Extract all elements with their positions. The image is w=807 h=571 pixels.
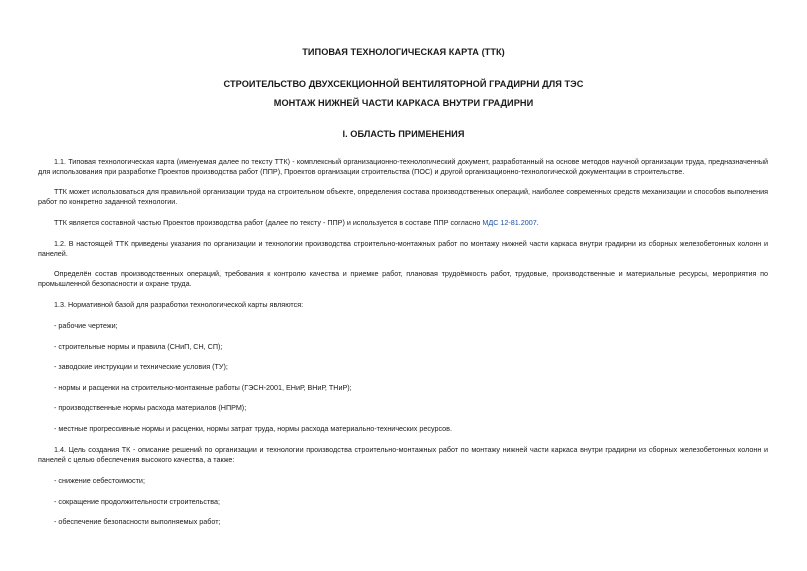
paragraph-1-1: 1.1. Типовая технологическая карта (именуемая далее по тексту ТТК) - комплексный организационно-технологический документ, разработанный на основе методов научной организации труда, предназначенный для использования при разработке Проектов производства работ (ППР), Проектов организации строительства (ПОС) и другой организационно-технологической документации в строительстве. bbox=[38, 157, 768, 177]
mds-link[interactable]: МДС 12-81.2007 bbox=[482, 218, 537, 227]
list-item: - производственные нормы расхода материалов (НПРМ); bbox=[54, 403, 247, 412]
list-item: - местные прогрессивные нормы и расценки, нормы затрат труда, нормы расхода материально-технических ресурсов. bbox=[54, 424, 452, 433]
document-subtitle-work: МОНТАЖ НИЖНЕЙ ЧАСТИ КАРКАСА ВНУТРИ ГРАДИРНИ bbox=[273, 98, 534, 108]
paragraph-ttk-use: ТТК может использоваться для правильной организации труда на строительном объекте, определения состава производственных операций, наиболее современных средств механизации и способов выполнения работ по конкретно заданной технологии. bbox=[38, 187, 768, 207]
list-item: - строительные нормы и правила (СНиП, СН, СП); bbox=[54, 342, 223, 351]
section-heading: I. ОБЛАСТЬ ПРИМЕНЕНИЯ bbox=[342, 129, 465, 139]
document-subtitle-object: СТРОИТЕЛЬСТВО ДВУХСЕКЦИОННОЙ ВЕНТИЛЯТОРНОЙ ГРАДИРНИ ДЛЯ ТЭС bbox=[223, 79, 584, 89]
paragraph-1-4: 1.4. Цель создания ТК - описание решений по организации и технологии производства строительно-монтажных работ по монтажу нижней части каркаса внутри градирни из сборных железобетонных колонн и панелей с целью обеспечения высокого качества, а также: bbox=[38, 445, 768, 465]
paragraph-ttk-part bbox=[38, 218, 768, 228]
list-item: - обеспечение безопасности выполняемых работ; bbox=[54, 517, 221, 526]
document-title: ТИПОВАЯ ТЕХНОЛОГИЧЕСКАЯ КАРТА (ТТК) bbox=[302, 47, 505, 57]
paragraph-ttk-part-end: . bbox=[536, 218, 539, 227]
list-item: - сокращение продолжительности строительства; bbox=[54, 497, 220, 506]
list-item: - рабочие чертежи; bbox=[54, 321, 118, 330]
list-item: - нормы и расценки на строительно-монтажные работы (ГЭСН-2001, ЕНиР, ВНиР, ТНиР); bbox=[54, 383, 352, 392]
paragraph-defined: Определён состав производственных операций, требования к контролю качества и приемке работ, плановая трудоёмкость работ, трудовые, производственные и материальные ресурсы, мероприятия по промышленной безопасности и охране труда. bbox=[38, 269, 768, 289]
paragraph-ttk-part-text: ТТК является составной частью Проектов производства работ (далее по тексту - ППР) и используется в составе ППР согласно bbox=[54, 218, 483, 227]
paragraph-1-3: 1.3. Нормативной базой для разработки технологической карты являются: bbox=[54, 300, 304, 309]
list-item: - снижение себестоимости; bbox=[54, 476, 145, 485]
paragraph-1-2: 1.2. В настоящей ТТК приведены указания по организации и технологии производства строительно-монтажных работ по монтажу нижней части каркаса внутри градирни из сборных железобетонных колонн и панелей. bbox=[38, 239, 768, 259]
list-item: - заводские инструкции и технические условия (ТУ); bbox=[54, 362, 228, 371]
